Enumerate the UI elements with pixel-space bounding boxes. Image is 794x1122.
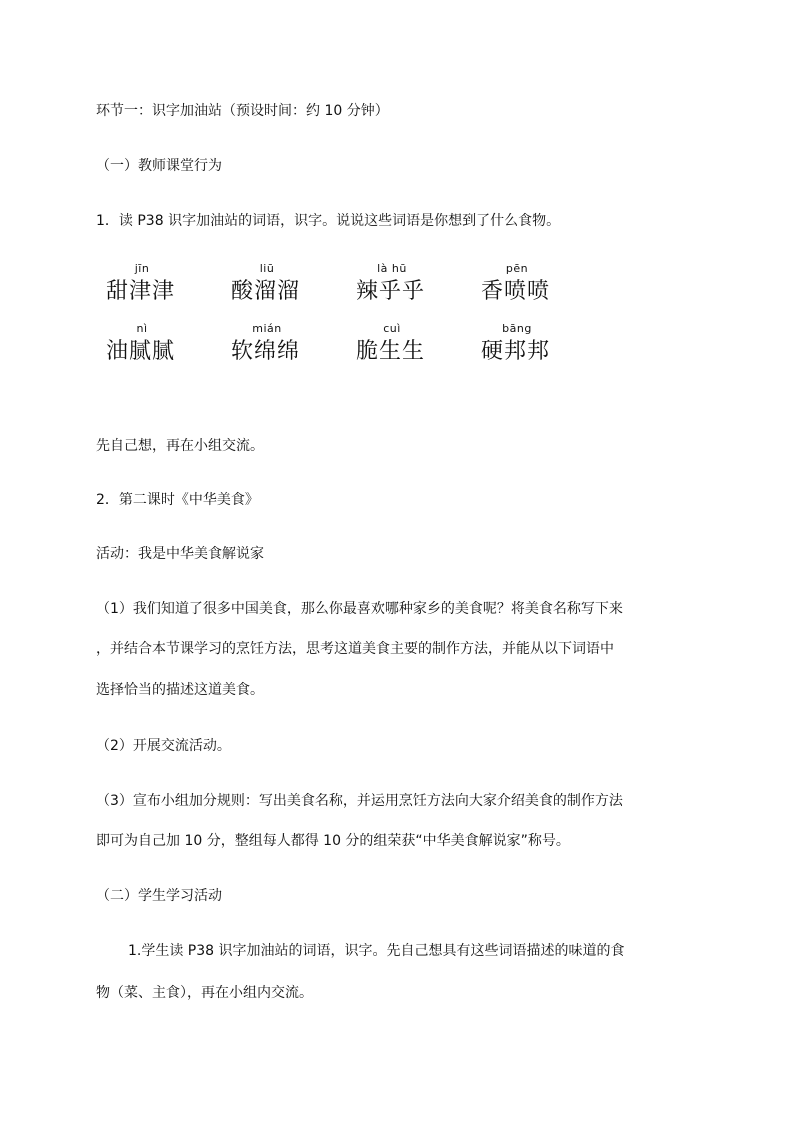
vocab-item [356,322,481,382]
think-instruction: 先自己想，再在小组交流。 [96,438,264,454]
vocab-item [106,322,231,382]
pinyin: bāng [502,322,532,335]
vocab-word: 硬邦邦 [481,339,551,364]
pinyin: liū [259,262,275,275]
paragraph-3-line: 即可为自己加 10 分，整组每人都得 10 分的组荣获“中华美食解说家”称号。 [96,833,570,849]
paragraph-1-line: （1）我们知道了很多中国美食，那么你最喜欢哪种家乡的美食呢？将美食名称写下来 [96,601,623,617]
section-title: 环节一：识字加油站（预设时间：约 10 分钟） [96,103,389,119]
teacher-heading: （一）教师课堂行为 [96,158,222,174]
vocab-row [106,322,606,382]
activity-title: 活动：我是中华美食解说家 [96,546,264,562]
pinyin: mián [252,322,282,335]
pinyin: pēn [505,262,529,275]
paragraph-3-line: （3）宣布小组加分规则：写出美食名称，并运用烹饪方法向大家介绍美食的制作方法 [96,793,623,809]
paragraph-1-line: ，并结合本节课学习的烹饪方法，思考这道美食主要的制作方法，并能从以下词语中 [96,641,614,657]
pinyin: cuì [383,322,401,335]
vocab-item [481,322,606,382]
vocab-word: 酸溜溜 [231,279,301,304]
pinyin: là hū [377,262,407,275]
pinyin: jīn [134,262,150,275]
vocab-word: 脆生生 [356,339,426,364]
vocab-word: 辣乎乎 [356,279,426,304]
student-item-1-line: 1.学生读 P38 识字加油站的词语，识字。先自己想具有这些词语描述的味道的食 [128,943,625,959]
vocab-word: 香喷喷 [481,279,551,304]
vocab-item [106,262,231,322]
vocab-item [231,262,356,322]
vocab-grid [106,262,606,382]
paragraph-2: （2）开展交流活动。 [96,738,231,754]
item-1-text: 1．读 P38 识字加油站的词语，识字。说说这些词语是你想到了什么食物。 [96,213,561,229]
vocab-row [106,262,606,322]
student-heading: （二）学生学习活动 [96,888,222,904]
vocab-item [481,262,606,322]
pinyin: nì [136,322,148,335]
item-2-text: 2．第二课时《中华美食》 [96,492,259,508]
student-item-1-line: 物（菜、主食），再在小组内交流。 [96,985,313,1001]
vocab-word: 软绵绵 [231,339,301,364]
vocab-item [356,262,481,322]
vocab-word: 甜津津 [106,279,176,304]
vocab-item [231,322,356,382]
vocab-word: 油腻腻 [106,339,176,364]
paragraph-1-line: 选择恰当的描述这道美食。 [96,682,264,698]
